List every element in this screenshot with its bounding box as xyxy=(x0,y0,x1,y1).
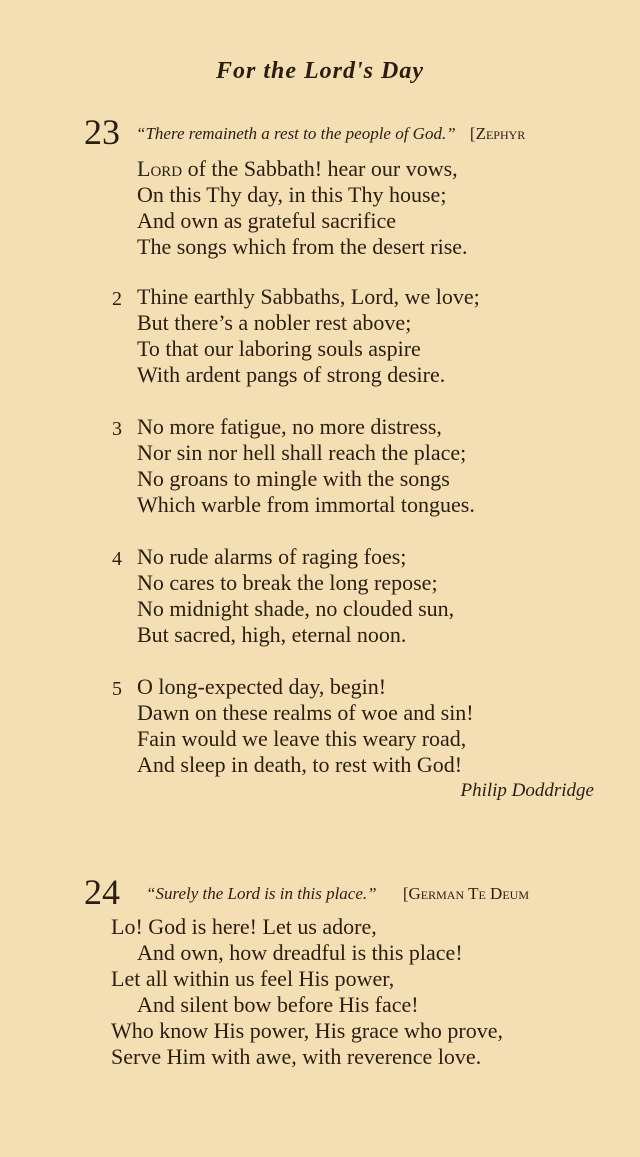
verse-line: The songs which from the desert rise. xyxy=(137,234,468,259)
stanza-number: 3 xyxy=(112,418,122,440)
hymn-number: 23 xyxy=(84,112,120,152)
hymn-motto: “There remaineth a rest to the people of God.” xyxy=(136,124,456,143)
verse-line: With ardent pangs of strong desire. xyxy=(137,362,446,387)
verse-line: And own, how dreadful is this place! xyxy=(137,940,463,965)
stanza-number: 5 xyxy=(112,678,122,700)
verse-line: Let all within us feel His power, xyxy=(111,966,395,991)
verse-line xyxy=(137,156,458,182)
stanza-number: 4 xyxy=(112,548,122,570)
verse-line: Fain would we leave this weary road, xyxy=(137,726,467,751)
running-head: For the Lord's Day xyxy=(215,58,424,84)
hymn-number: 24 xyxy=(84,872,120,912)
stanza-number: 2 xyxy=(112,288,122,310)
verse-line: O long-expected day, begin! xyxy=(137,674,387,699)
verse-line: No rude alarms of raging foes; xyxy=(137,544,407,569)
verse-line: Lo! God is here! Let us adore, xyxy=(111,914,377,939)
verse-line: No more fatigue, no more distress, xyxy=(137,414,442,439)
verse-line: Which warble from immortal tongues. xyxy=(137,492,475,517)
verse-line: No groans to mingle with the songs xyxy=(137,466,450,491)
verse-line: And silent bow before His face! xyxy=(137,992,419,1017)
verse-line: To that our laboring souls aspire xyxy=(137,336,421,361)
hymn-motto: “Surely the Lord is in this place.” xyxy=(146,884,377,903)
verse-line-rest: of the Sabbath! hear our vows, xyxy=(182,156,458,181)
verse-line: And own as grateful sacrifice xyxy=(137,208,397,233)
verse-line: Thine earthly Sabbaths, Lord, we love; xyxy=(137,284,480,309)
verse-line: But sacred, high, eternal noon. xyxy=(137,622,407,647)
hymn-author: Philip Doddridge xyxy=(460,780,594,801)
verse-line: Nor sin nor hell shall reach the place; xyxy=(137,440,467,465)
verse-line: But there’s a nobler rest above; xyxy=(137,310,412,335)
verse-line: Dawn on these realms of woe and sin! xyxy=(137,700,474,725)
verse-line: On this Thy day, in this Thy house; xyxy=(137,182,447,207)
verse-line: And sleep in death, to rest with God! xyxy=(137,752,463,777)
hymn-heading xyxy=(146,884,529,904)
verse-lead-word: Lord xyxy=(137,156,183,181)
hymn-heading xyxy=(136,124,525,144)
verse-line: No midnight shade, no clouded sun, xyxy=(137,596,455,621)
tune-name: [German Te Deum xyxy=(402,884,529,903)
verse-line: Serve Him with awe, with reverence love. xyxy=(111,1044,482,1069)
tune-name: [Zephyr xyxy=(469,124,526,143)
verse-line: No cares to break the long repose; xyxy=(137,570,438,595)
verse-line: Who know His power, His grace who prove, xyxy=(111,1018,503,1043)
